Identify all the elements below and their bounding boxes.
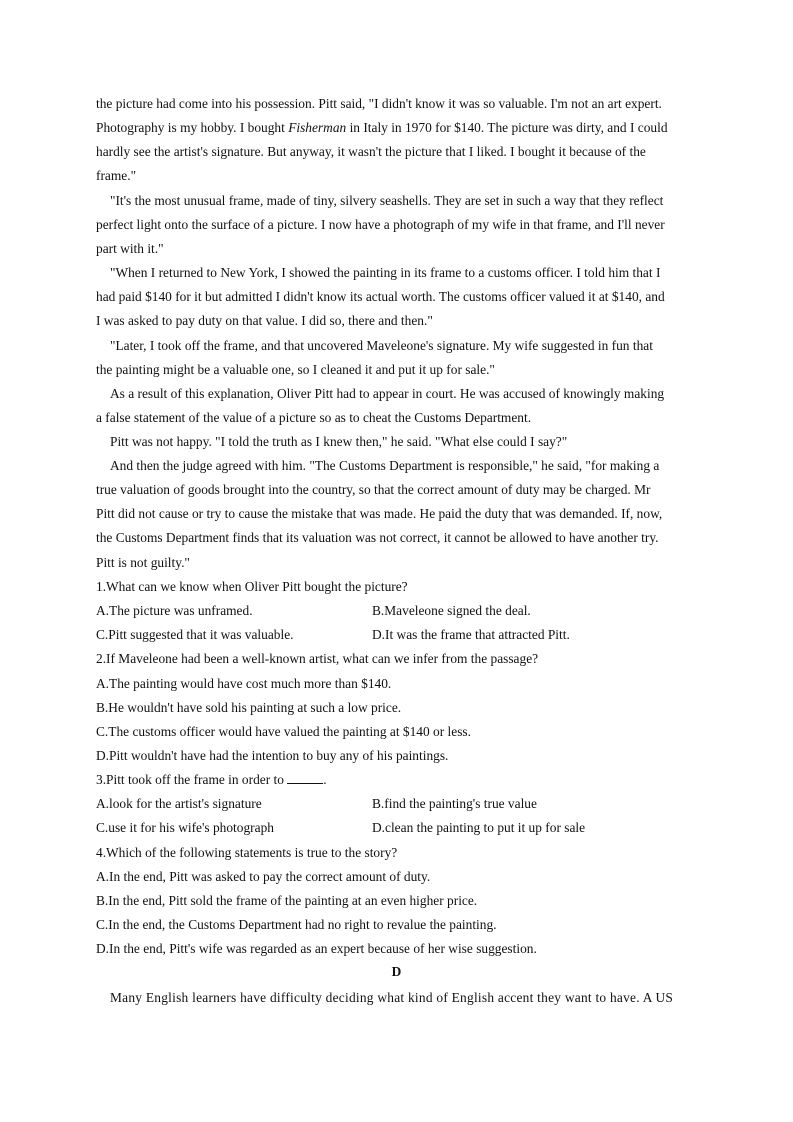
- option-3a: A.look for the artist's signature: [96, 796, 262, 811]
- option-1d: D.It was the frame that attracted Pitt.: [372, 627, 570, 642]
- passage-line: the painting might be a valuable one, so I cleaned it and put it up for sale.": [96, 362, 495, 377]
- option-4b: B.In the end, Pitt sold the frame of the painting at an even higher price.: [96, 893, 478, 908]
- passage-line: Pitt did not cause or try to cause the mistake that was made. He paid the duty that was demanded. If, now,: [96, 506, 663, 521]
- question-3: [96, 771, 696, 789]
- question-2: 2.If Maveleone had been a well-known artist, what can we infer from the passage?: [96, 651, 539, 666]
- question-4: 4.Which of the following statements is true to the story?: [96, 845, 398, 860]
- option-2b: B.He wouldn't have sold his painting at such a low price.: [96, 700, 402, 715]
- option-3d: D.clean the painting to put it up for sale: [372, 820, 586, 835]
- passage-line: I was asked to pay duty on that value. I did so, there and then.": [96, 313, 433, 328]
- passage-line: true valuation of goods brought into the country, so that the correct amount of duty may be charged. Mr: [96, 482, 651, 497]
- option-3b: B.find the painting's true value: [372, 796, 537, 811]
- passage-line: And then the judge agreed with him. "The Customs Department is responsible," he said, "for making a: [110, 458, 660, 473]
- option-1c: C.Pitt suggested that it was valuable.: [96, 627, 294, 642]
- passage-line: had paid $140 for it but admitted I didn't know its actual worth. The customs officer valued it at $140, and: [96, 289, 665, 304]
- option-2c: C.The customs officer would have valued the painting at $140 or less.: [96, 724, 471, 739]
- passage-line: part with it.": [96, 241, 164, 256]
- passage-text: Photography is my hobby. I bought: [96, 120, 289, 135]
- question-1: 1.What can we know when Oliver Pitt bought the picture?: [96, 579, 408, 594]
- option-1b: B.Maveleone signed the deal.: [372, 603, 531, 618]
- passage-line: hardly see the artist's signature. But anyway, it wasn't the picture that I liked. I bought it because of the: [96, 144, 646, 159]
- option-2d: D.Pitt wouldn't have had the intention to buy any of his paintings.: [96, 748, 449, 763]
- passage-line: frame.": [96, 168, 137, 183]
- passage-line: "Later, I took off the frame, and that uncovered Maveleone's signature. My wife suggested in fun that: [110, 338, 653, 353]
- passage-line: a false statement of the value of a picture so as to cheat the Customs Department.: [96, 410, 532, 425]
- section-heading: D: [391, 964, 402, 979]
- question-3-text: 3.Pitt took off the frame in order to: [96, 772, 288, 787]
- passage-line: perfect light onto the surface of a picture. I now have a photograph of my wife in that frame, and I'll never: [96, 217, 665, 232]
- painting-title: Fisherman: [288, 120, 347, 135]
- option-1a: A.The picture was unframed.: [96, 603, 253, 618]
- passage-line: "When I returned to New York, I showed the painting in its frame to a customs officer. I told him that I: [110, 265, 661, 280]
- passage-line: the picture had come into his possession. Pitt said, "I didn't know it was so valuable. I'm not an art expert.: [96, 96, 662, 111]
- option-4c: C.In the end, the Customs Department had no right to revalue the painting.: [96, 917, 497, 932]
- option-4a: A.In the end, Pitt was asked to pay the correct amount of duty.: [96, 869, 431, 884]
- question-3-end: .: [323, 772, 327, 787]
- passage-line: the Customs Department finds that its valuation was not correct, it cannot be allowed to have another try.: [96, 530, 659, 545]
- passage-line: Many English learners have difficulty deciding what kind of English accent they want to have. A US: [110, 990, 674, 1005]
- answer-blank: [287, 771, 323, 784]
- passage-line: [96, 119, 696, 137]
- passage-line: "It's the most unusual frame, made of tiny, silvery seashells. They are set in such a way that they reflect: [110, 193, 664, 208]
- passage-line: As a result of this explanation, Oliver Pitt had to appear in court. He was accused of knowingly making: [110, 386, 665, 401]
- option-4d: D.In the end, Pitt's wife was regarded as an expert because of her wise suggestion.: [96, 941, 537, 956]
- option-3c: C.use it for his wife's photograph: [96, 820, 274, 835]
- passage-line: Pitt is not guilty.": [96, 555, 190, 570]
- passage-text: in Italy in 1970 for $140. The picture was dirty, and I could: [346, 120, 668, 135]
- option-2a: A.The painting would have cost much more than $140.: [96, 676, 392, 691]
- passage-line: Pitt was not happy. "I told the truth as I knew then," he said. "What else could I say?": [110, 434, 568, 449]
